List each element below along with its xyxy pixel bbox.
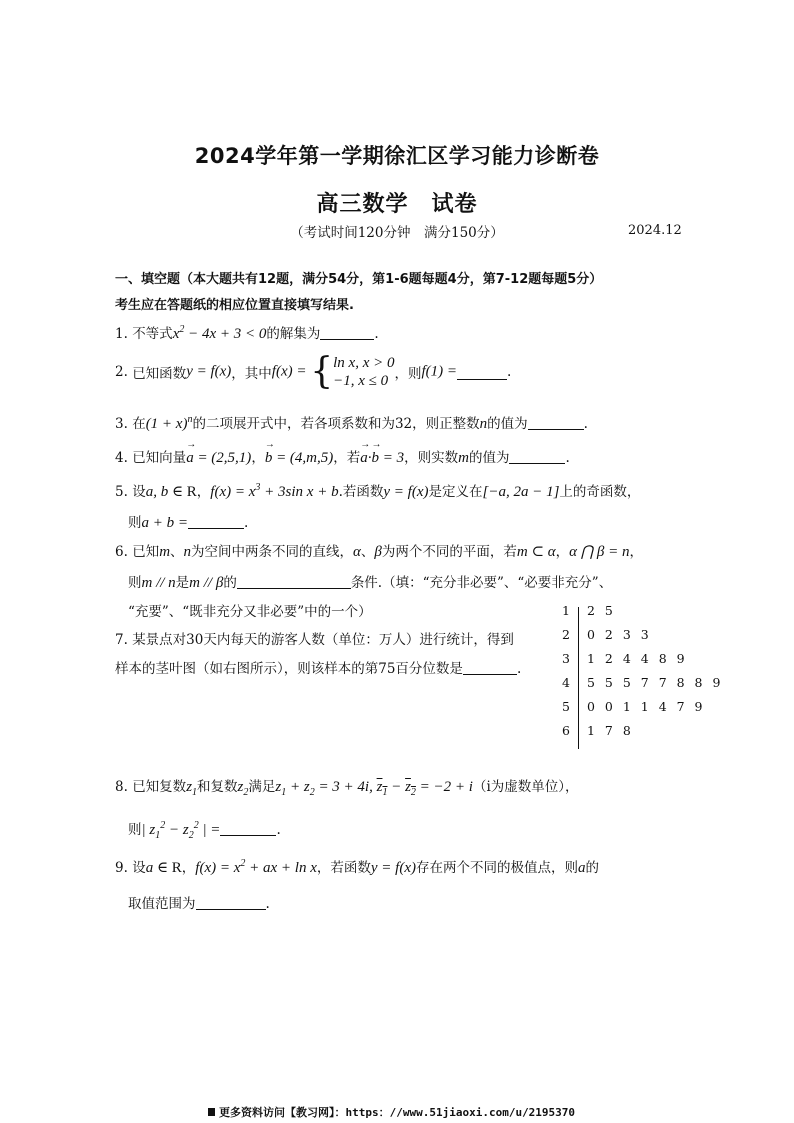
math-expression: f(x) =: [271, 363, 311, 380]
question-text: 上的奇函数，: [559, 484, 641, 500]
question-text: 不等式: [132, 326, 173, 342]
section-heading: 一、填空题（本大题共有12题，满分54分，第1-6题每题4分，第7-12题每题5分）: [115, 272, 603, 287]
math-expression: → b = (4,m,5): [265, 450, 333, 466]
question-text: ，若函数: [316, 860, 371, 876]
question-number: 3.: [115, 416, 128, 432]
question-number: 5.: [115, 484, 128, 500]
answer-blank[interactable]: [457, 365, 507, 380]
leaf-values: 0 0 1 1 4 7 9: [587, 699, 706, 714]
answer-blank[interactable]: [196, 895, 266, 910]
math-expression: $z_1 + z_2 = 3 + 4i$, $z_1 - z_2 = -2 + i$: [275, 779, 473, 798]
math-expression: $f(x) = x^3 + 3\sin$ x + b: [210, 482, 339, 500]
stem-value: 1: [562, 603, 570, 618]
math-expression: [−a, 2a − 1]: [482, 484, 560, 500]
piecewise-cases: [333, 354, 394, 390]
question-text: 条件.（填：“充分非必要”、“必要非充分”、: [350, 575, 613, 591]
math-expression: n: [479, 416, 488, 432]
math-expression: m: [159, 544, 171, 560]
math-expression: → a·→ b = 3: [360, 450, 404, 466]
question-text: 的: [223, 575, 237, 591]
math-expression: f(1) =: [421, 363, 458, 380]
question-5: 5. 设a, b ∈ R，$f(x) = x^3 + 3\sin$ x + b.若函数y = f(x)是定义在[−a, 2a − 1]上的奇函数，: [115, 482, 641, 500]
question-text: 在: [132, 416, 146, 432]
math-expression: α: [353, 544, 361, 560]
question-number: 1.: [115, 326, 128, 342]
stem-value: 3: [562, 651, 570, 666]
stem-value: 6: [562, 723, 570, 738]
question-text: 为空间中两条不同的直线，: [191, 544, 354, 560]
answer-blank[interactable]: [509, 449, 565, 464]
answer-blank[interactable]: [237, 574, 351, 589]
question-6-line3: [128, 600, 372, 620]
question-9: 9. 设a ∈ R，$f(x) = x^2$ + ax + ln x，若函数y = f(x)存在两个不同的极值点，则a的: [115, 858, 599, 876]
question-text: ，则: [394, 366, 422, 382]
math-expression: $f(x) = x^2$ + ax + ln x: [195, 858, 317, 876]
math-expression: $z_1$: [186, 779, 198, 798]
leaf-values: 0 2 3 3: [587, 627, 652, 642]
question-text: 存在两个不同的极值点，则: [416, 860, 578, 876]
piecewise-brace: {: [310, 351, 334, 392]
math-expression: m // n: [141, 575, 176, 591]
question-text: 则: [128, 575, 142, 591]
math-expression: a: [578, 860, 586, 876]
question-text: 是定义在: [428, 484, 483, 500]
question-6: 6. 已知m、n为空间中两条不同的直线，α、β为两个不同的平面，若m ⊂ α，α ⋂ β = n，: [115, 544, 643, 560]
question-text: 则: [128, 515, 142, 531]
question-2: [115, 351, 512, 392]
question-text: 的解集为: [266, 326, 321, 342]
question-text: 已知: [132, 544, 160, 560]
footer-text: 更多资料访问【教习网】：https：//www.51jiaoxi.com/u/2195370: [219, 1106, 576, 1119]
question-text: 某景点对30天内每天的游客人数（单位：万人）进行统计，得到: [132, 632, 514, 648]
question-text: ，则实数: [404, 450, 459, 466]
question-3: 3. 在$(1 + x)^n$的二项展开式中，若各项系数和为32，则正整数n的值为 .: [115, 414, 588, 432]
question-number: 9.: [115, 860, 128, 876]
math-expression: | $z_1^2 - z_2^2$ | =: [141, 820, 221, 841]
math-expression: ∈ R: [153, 860, 182, 876]
math-expression: a: [145, 860, 154, 876]
question-7-line2: 样本的茎叶图（如右图所示），则该样本的第75百分位数是 .: [115, 661, 522, 677]
math-expression: a + b =: [141, 515, 188, 531]
piecewise-case: −1, x ≤ 0: [333, 373, 389, 389]
question-7: [115, 628, 514, 648]
math-expression: m: [458, 450, 469, 466]
question-text: 已知向量: [132, 450, 187, 466]
math-expression: m // β: [189, 575, 224, 591]
question-text: “充要”、“既非充分又非必要”中的一个）: [128, 604, 372, 620]
question-text: 样本的茎叶图（如右图所示），则该样本的第75百分位数是: [115, 661, 463, 677]
question-text: 取值范围为: [128, 896, 196, 912]
math-expression: α ⋂ β = n: [569, 544, 630, 560]
question-text: ，若: [333, 450, 361, 466]
question-5-line2: 则a + b = .: [128, 515, 249, 531]
question-text: 已知复数: [132, 779, 187, 795]
question-number: 6.: [115, 544, 128, 560]
question-text: 的: [585, 860, 599, 876]
question-text: .若函数: [338, 484, 384, 500]
math-expression: m ⊂ α: [516, 544, 556, 560]
question-text: 和复数: [197, 779, 238, 795]
question-text: （i为虚数单位），: [472, 779, 579, 795]
math-expression: $(1 + x)^n$: [145, 414, 193, 432]
math-expression: ∈ R: [168, 484, 197, 500]
question-1: 1. 不等式$x^2 - 4x + 3 < 0$的解集为 .: [115, 324, 379, 342]
math-expression: y = f(x): [370, 860, 416, 876]
stem-value: 5: [562, 699, 570, 714]
flag-icon: [208, 1108, 215, 1116]
section-instruction: 考生应在答题纸的相应位置直接填写结果.: [115, 298, 354, 313]
question-number: 2.: [115, 364, 128, 380]
question-text: 满足: [248, 779, 276, 795]
leaf-values: 1 2 4 4 8 9: [587, 651, 688, 666]
leaf-values: 5 5 5 7 7 8 8 9: [587, 675, 724, 690]
stem-value: 4: [562, 675, 570, 690]
question-text: 是: [175, 575, 190, 591]
question-text: 的值为: [468, 450, 510, 466]
question-8: [115, 775, 579, 798]
math-expression: β: [374, 544, 382, 560]
question-4: 4. 已知向量→ a = (2,5,1)，→ b = (4,m,5)，若→ a·→ b = 3，则实数m的值为 .: [115, 446, 570, 467]
math-expression: n: [183, 544, 192, 560]
question-8-line2: 则| $z_1^2 - z_2^2$ | = .: [128, 820, 281, 841]
footer-link[interactable]: [208, 1104, 575, 1120]
question-text: 为两个不同的平面，若: [381, 544, 517, 560]
question-number: 7.: [115, 632, 128, 648]
question-text: 则: [128, 822, 142, 838]
answer-blank[interactable]: [188, 514, 244, 529]
math-expression: → a = (2,5,1): [186, 450, 251, 466]
question-6-line2: [128, 571, 612, 592]
question-text: ，其中: [231, 366, 272, 382]
leaf-values: 2 5: [587, 603, 616, 618]
question-text: 的值为: [487, 416, 528, 432]
question-9-line2: 取值范围为 .: [128, 896, 270, 912]
question-number: 4.: [115, 450, 128, 466]
question-text: 设: [132, 484, 146, 500]
stem-divider: [578, 607, 579, 749]
piecewise-case: ln x, x > 0: [333, 355, 395, 371]
math-expression: y = f(x): [383, 484, 429, 500]
math-expression: $x^2 - 4x + 3 < 0$: [172, 324, 267, 342]
question-text: 设: [132, 860, 146, 876]
question-text: 已知函数: [132, 366, 187, 382]
question-text: 的二项展开式中，若各项系数和为32，则正整数: [192, 416, 480, 432]
exam-subject-title: 高三数学 试卷: [316, 192, 478, 217]
question-text: .: [507, 364, 512, 380]
math-expression: $z_2$: [237, 779, 249, 798]
answer-blank[interactable]: [220, 821, 276, 836]
stem-value: 2: [562, 627, 570, 642]
math-expression: y = f(x): [186, 363, 232, 380]
exam-duration-score: （考试时间120分钟 满分150分）: [290, 225, 504, 241]
question-number: 8.: [115, 779, 128, 795]
answer-blank[interactable]: [320, 325, 374, 340]
exam-date: 2024.12: [628, 223, 682, 238]
answer-blank[interactable]: [528, 415, 584, 430]
answer-blank[interactable]: [463, 660, 517, 675]
math-expression: a, b: [145, 484, 169, 500]
exam-title: 2024学年第一学期徐汇区学习能力诊断卷: [194, 144, 600, 168]
leaf-values: 1 7 8: [587, 723, 634, 738]
